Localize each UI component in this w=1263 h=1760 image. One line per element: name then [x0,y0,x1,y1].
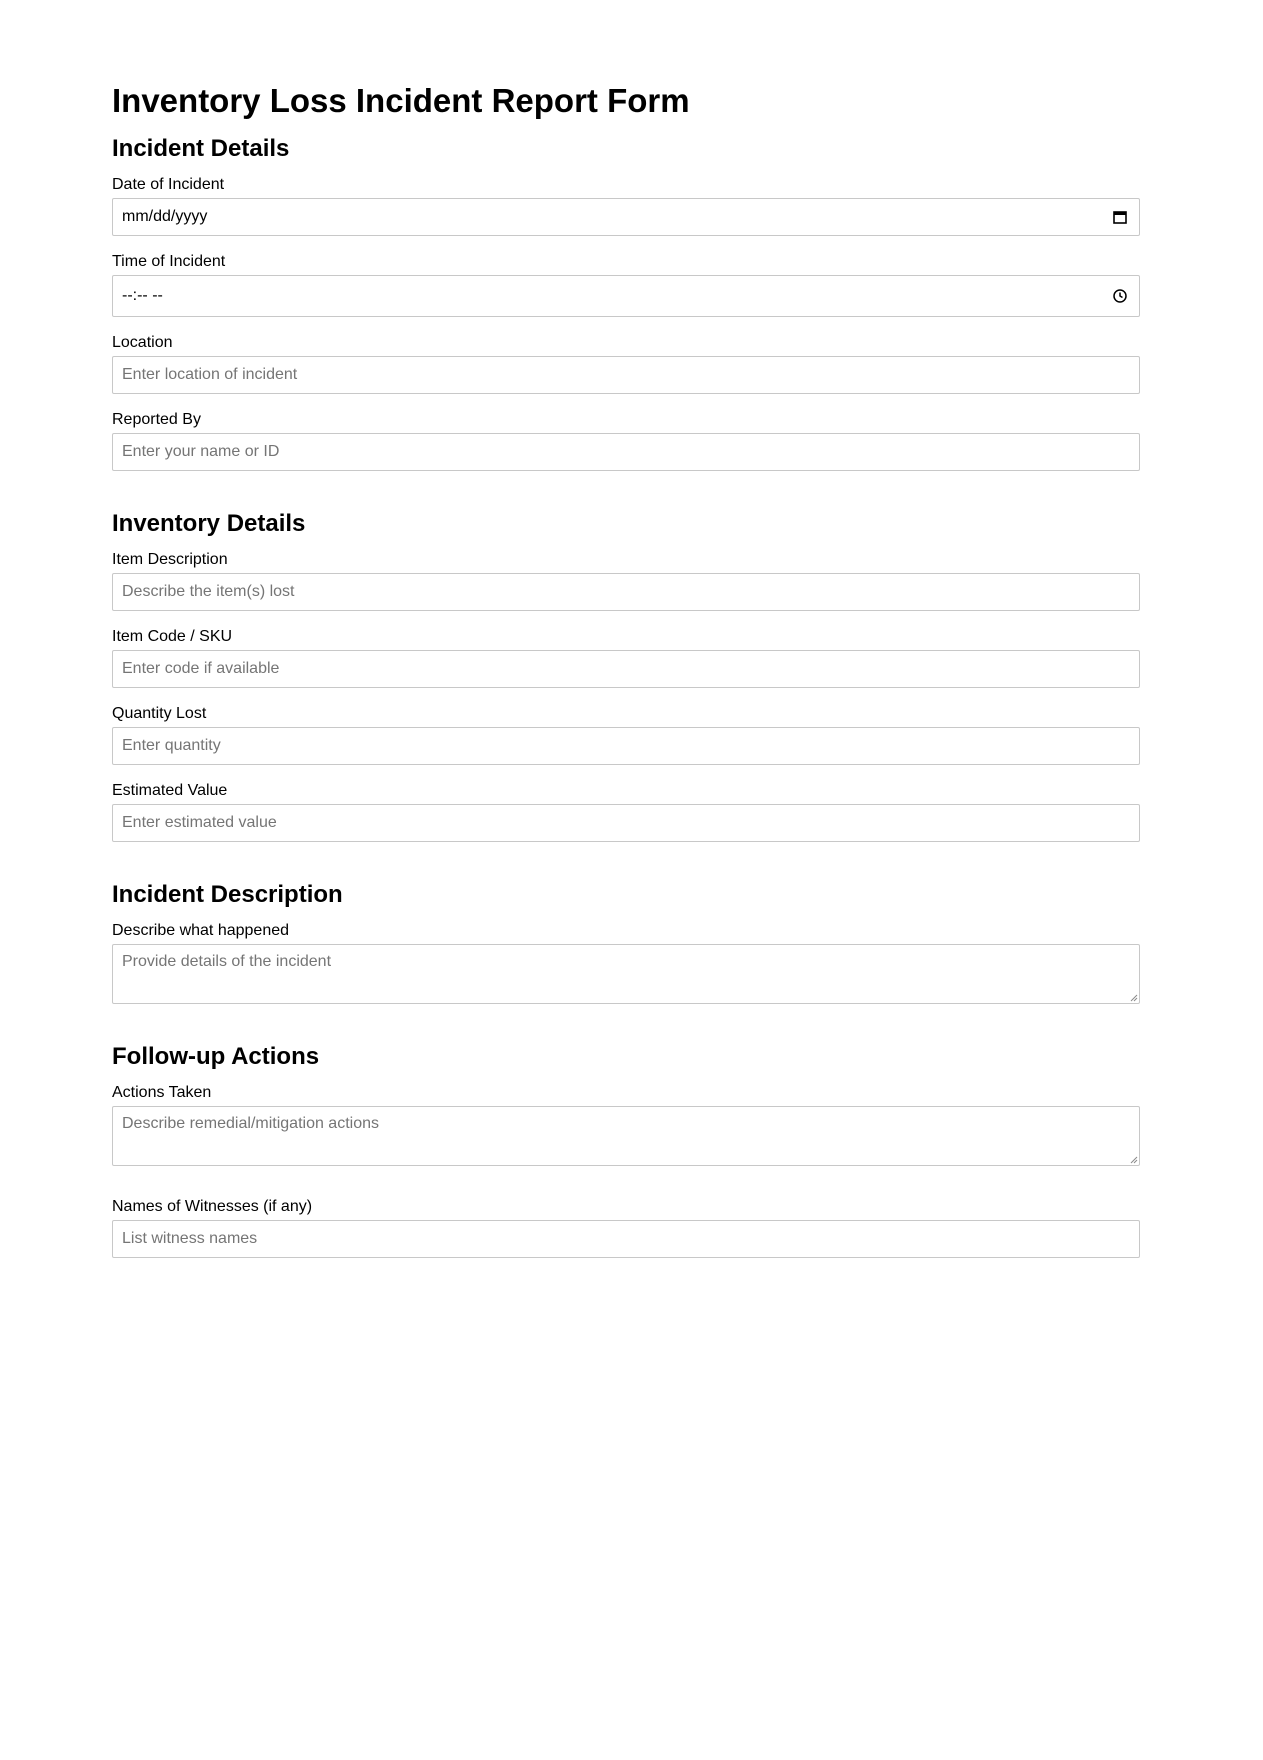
estimated-value-input[interactable] [112,804,1140,842]
date-label: Date of Incident [112,176,225,193]
estimated-value-label: Estimated Value [112,782,228,799]
actions-taken-label: Actions Taken [112,1084,212,1101]
item-description-label: Item Description [112,551,228,568]
spacer [112,1166,1140,1197]
what-happened-field-group [112,921,1140,1004]
reported-by-placeholder: Enter your name or ID [122,443,280,460]
what-happened-placeholder: Provide details of the incident [122,953,332,970]
time-input[interactable] [112,275,1140,317]
time-label: Time of Incident [112,253,226,270]
what-happened-label: Describe what happened [112,922,290,939]
time-input-value: --:-- -- [122,287,163,304]
section-heading-incident-description: Incident Description [112,881,343,908]
quantity-input[interactable] [112,727,1140,765]
actions-taken-field-group [112,1083,1140,1166]
item-code-label: Item Code / SKU [112,628,233,645]
calendar-icon[interactable] [1112,209,1128,225]
section-heading-inventory-details: Inventory Details [112,510,306,537]
quantity-label: Quantity Lost [112,705,207,722]
witnesses-label: Names of Witnesses (if any) [112,1198,313,1215]
what-happened-textarea[interactable] [112,944,1140,1004]
time-field-group [112,252,1140,317]
item-description-field-group [112,550,1140,611]
reported-by-input[interactable] [112,433,1140,471]
item-code-field-group [112,627,1140,688]
location-field-group [112,333,1140,394]
witnesses-field-group [112,1197,1140,1258]
resize-grip-icon[interactable] [1129,1155,1138,1164]
estimated-value-placeholder: Enter estimated value [122,814,277,831]
item-code-placeholder: Enter code if available [122,660,280,677]
item-code-input[interactable] [112,650,1140,688]
location-input[interactable] [112,356,1140,394]
reported-by-field-group [112,410,1140,471]
section-heading-follow-up-actions: Follow-up Actions [112,1043,320,1070]
item-description-input[interactable] [112,573,1140,611]
item-description-placeholder: Describe the item(s) lost [122,583,295,600]
quantity-field-group [112,704,1140,765]
date-field-group [112,175,1140,236]
location-label: Location [112,334,173,351]
location-placeholder: Enter location of incident [122,366,298,383]
actions-taken-placeholder: Describe remedial/mitigation actions [122,1115,379,1132]
date-input[interactable] [112,198,1140,236]
resize-grip-icon[interactable] [1129,993,1138,1002]
page-title: Inventory Loss Incident Report Form [112,82,690,119]
witnesses-placeholder: List witness names [122,1230,258,1247]
witnesses-input[interactable] [112,1220,1140,1258]
date-input-value: mm/dd/yyyy [122,208,208,225]
clock-icon[interactable] [1112,288,1128,304]
section-heading-incident-details: Incident Details [112,135,290,162]
report-form [112,80,1140,1292]
quantity-placeholder: Enter quantity [122,737,221,754]
estimated-value-field-group [112,781,1140,842]
reported-by-label: Reported By [112,411,201,428]
actions-taken-textarea[interactable] [112,1106,1140,1166]
